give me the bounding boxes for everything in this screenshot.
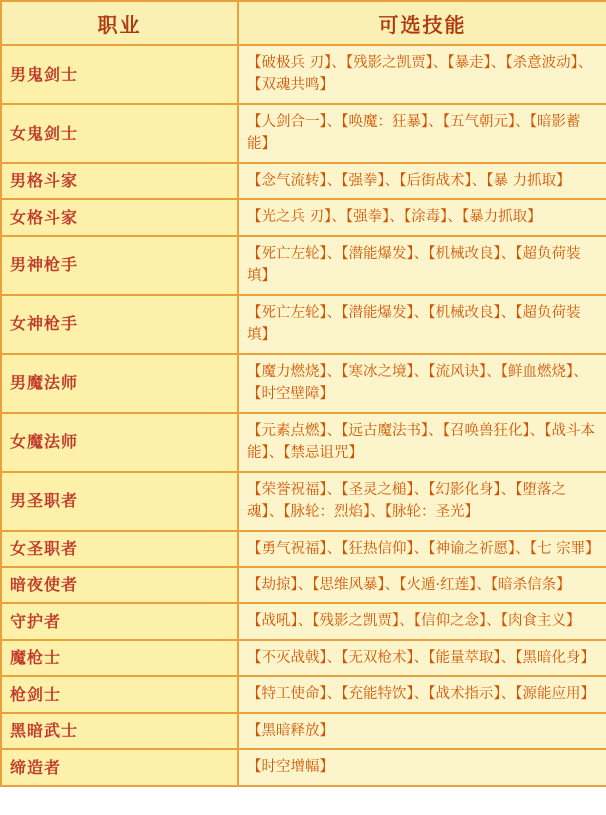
skills-cell xyxy=(238,236,606,295)
skills-cell xyxy=(238,295,606,354)
skills-text: 【勇气祝福】、【狂热信仰】、【神谕之祈愿】、【七 宗罪】 xyxy=(247,540,600,557)
skills-cell xyxy=(238,749,606,785)
skills-text: 【不灭战戟】、【无双枪术】、【能量萃取】、【黑暗化身】 xyxy=(247,649,595,666)
skills-text: 【破极兵 刃】、【残影之凯贾】、【暴走】、【杀意波动】、【双魂共鸣】 xyxy=(247,55,593,94)
class-name-cell: 女圣职者 xyxy=(1,531,238,567)
skills-cell xyxy=(238,713,606,749)
skills-text: 【黑暗释放】 xyxy=(247,722,334,739)
column-header-skills: 可选技能 xyxy=(238,1,606,45)
skills-cell xyxy=(238,676,606,712)
skills-text: 【战吼】、【残影之凯贾】、【信仰之念】、【肉食主义】 xyxy=(247,613,581,630)
table-row xyxy=(1,354,606,413)
skills-cell xyxy=(238,413,606,472)
table-row xyxy=(1,163,606,199)
skills-text: 【荣誉祝福】、【圣灵之槌】、【幻影化身】、【堕落之魂】、【脉轮：烈焰】、【脉轮：圣光】 xyxy=(247,481,566,521)
table-header xyxy=(1,1,606,45)
skills-text: 【元素点燃】、【远古魔法书】、【召唤兽狂化】、【战斗本能】、【禁忌诅咒】 xyxy=(247,422,595,462)
class-name-cell: 魔枪士 xyxy=(1,640,238,676)
class-name-cell: 女格斗家 xyxy=(1,199,238,235)
table-row xyxy=(1,531,606,567)
skills-text: 【魔力燃烧】、【寒冰之境】、【流风诀】、【鲜血燃烧】、【时空壁障】 xyxy=(247,363,588,403)
table-row xyxy=(1,104,606,163)
table-row xyxy=(1,640,606,676)
table-header-row xyxy=(1,1,606,45)
table-row xyxy=(1,472,606,531)
skills-text: 【时空增幅】 xyxy=(247,759,334,776)
class-name-cell: 女鬼剑士 xyxy=(1,104,238,163)
skills-text: 【念气流转】、【强拳】、【后街战术】、【暴 力抓取】 xyxy=(247,172,571,189)
table-row xyxy=(1,567,606,603)
table-row xyxy=(1,45,606,104)
class-name-cell: 女神枪手 xyxy=(1,295,238,354)
skills-text: 【死亡左轮】、【潜能爆发】、【机械改良】、【超负荷装填】 xyxy=(247,245,581,285)
table-row xyxy=(1,676,606,712)
skills-cell xyxy=(238,472,606,531)
skills-text: 【光之兵 刃】、【强拳】、【涂毒】、【暴力抓取】 xyxy=(247,209,542,226)
table-row xyxy=(1,603,606,639)
table-row xyxy=(1,713,606,749)
skills-text: 【特工使命】、【充能特饮】、【战术指示】、【源能应用】 xyxy=(247,686,595,703)
skills-cell xyxy=(238,603,606,639)
skills-cell xyxy=(238,104,606,163)
class-name-cell: 黑暗武士 xyxy=(1,713,238,749)
skills-cell xyxy=(238,45,606,104)
class-name-cell: 男格斗家 xyxy=(1,163,238,199)
class-name-cell: 暗夜使者 xyxy=(1,567,238,603)
class-name-cell: 女魔法师 xyxy=(1,413,238,472)
class-name-cell: 男神枪手 xyxy=(1,236,238,295)
skills-cell xyxy=(238,199,606,235)
table-row xyxy=(1,413,606,472)
class-name-cell: 男魔法师 xyxy=(1,354,238,413)
table-row xyxy=(1,295,606,354)
skills-text: 【劫掠】、【思维风暴】、【火遁·红莲】、【暗杀信条】 xyxy=(247,576,571,593)
class-name-cell: 男鬼剑士 xyxy=(1,45,238,104)
skills-text: 【死亡左轮】、【潜能爆发】、【机械改良】、【超负荷装填】 xyxy=(247,304,581,344)
table-row xyxy=(1,236,606,295)
skills-cell xyxy=(238,531,606,567)
column-header-class: 职业 xyxy=(1,1,238,45)
table-body xyxy=(1,45,606,786)
skills-text: 【人剑合一】、【唤魔：狂暴】、【五气朝元】、【暗影蓄能】 xyxy=(247,113,581,153)
skills-cell xyxy=(238,640,606,676)
skills-cell xyxy=(238,163,606,199)
class-name-cell: 缔造者 xyxy=(1,749,238,785)
skills-cell xyxy=(238,354,606,413)
table-row xyxy=(1,199,606,235)
table-row xyxy=(1,749,606,785)
class-name-cell: 枪剑士 xyxy=(1,676,238,712)
class-name-cell: 守护者 xyxy=(1,603,238,639)
skills-cell xyxy=(238,567,606,603)
class-name-cell: 男圣职者 xyxy=(1,472,238,531)
